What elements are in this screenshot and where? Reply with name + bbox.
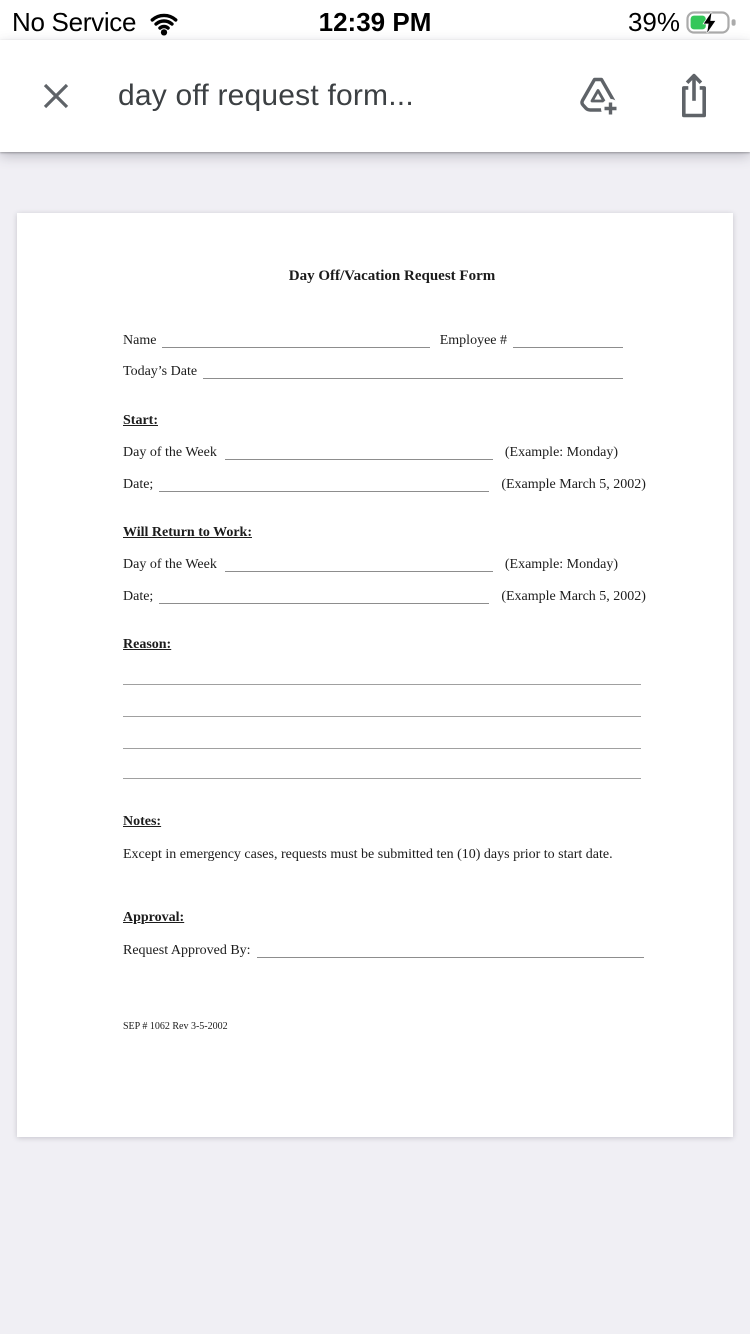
todays-date-label: Today’s Date <box>123 364 198 379</box>
start-section-heading: Start: <box>123 413 158 428</box>
share-button[interactable] <box>676 72 712 120</box>
date-example-text: (Example March 5, 2002) <box>501 589 646 604</box>
reason-blank-line <box>123 684 641 685</box>
day-of-week-label: Day of the Week <box>123 557 217 572</box>
date-label: Date; <box>123 589 154 604</box>
document-viewer[interactable] <box>0 152 750 1334</box>
x-close-icon <box>41 81 71 111</box>
return-date-row <box>123 588 646 606</box>
wifi-icon <box>146 9 182 36</box>
reason-section-heading: Reason: <box>123 637 172 652</box>
form-title: Day Off/Vacation Request Form <box>288 268 496 284</box>
approval-section-heading: Approval: <box>123 910 185 925</box>
document-title: day off request form... <box>118 79 414 112</box>
name-blank-line <box>162 332 429 348</box>
reason-blank-line <box>123 748 641 749</box>
return-day-row <box>123 556 618 574</box>
todays-date-blank-line <box>203 363 623 379</box>
close-button[interactable] <box>28 68 84 124</box>
start-date-row <box>123 476 646 494</box>
date-example-text: (Example March 5, 2002) <box>501 477 646 492</box>
day-example-text: (Example: Monday) <box>504 557 618 572</box>
start-day-row <box>123 444 618 462</box>
notes-body: Except in emergency cases, requests must be submitted ten (10) days prior to start date. <box>123 847 613 862</box>
approved-by-row <box>123 942 644 960</box>
notes-section-heading: Notes: <box>123 814 162 829</box>
app-header <box>0 40 750 152</box>
header-actions <box>574 72 750 120</box>
approved-by-label: Request Approved By: <box>123 943 251 958</box>
name-employee-row <box>123 332 623 350</box>
employee-number-blank-line <box>513 332 623 348</box>
form-footer: SEP # 1062 Rev 3-5-2002 <box>123 1021 228 1032</box>
carrier-label: No Service <box>12 6 137 37</box>
day-example-text: (Example: Monday) <box>504 445 618 460</box>
status-left <box>12 7 182 38</box>
battery-charging-icon <box>686 10 738 35</box>
day-of-week-label: Day of the Week <box>123 445 217 460</box>
clock: 12:39 PM <box>318 7 432 37</box>
add-to-drive-button[interactable] <box>574 72 622 120</box>
date-label: Date; <box>123 477 154 492</box>
date-blank-line <box>159 476 489 492</box>
status-bar <box>0 0 750 40</box>
return-section-heading: Will Return to Work: <box>123 525 252 540</box>
reason-blank-line <box>123 716 641 717</box>
day-of-week-blank-line <box>225 556 493 572</box>
reason-blank-line <box>123 778 641 779</box>
day-of-week-blank-line <box>225 444 493 460</box>
status-right <box>628 7 738 38</box>
todays-date-row <box>123 363 623 381</box>
date-blank-line <box>159 588 489 604</box>
box-arrow-up-icon <box>676 72 712 120</box>
battery-percent-label: 39% <box>627 6 680 37</box>
employee-number-label: Employee # <box>439 333 507 348</box>
document-page <box>17 213 733 1137</box>
drive-triangle-plus-icon <box>574 72 622 120</box>
name-label: Name <box>123 333 157 348</box>
approved-by-blank-line <box>257 942 644 958</box>
